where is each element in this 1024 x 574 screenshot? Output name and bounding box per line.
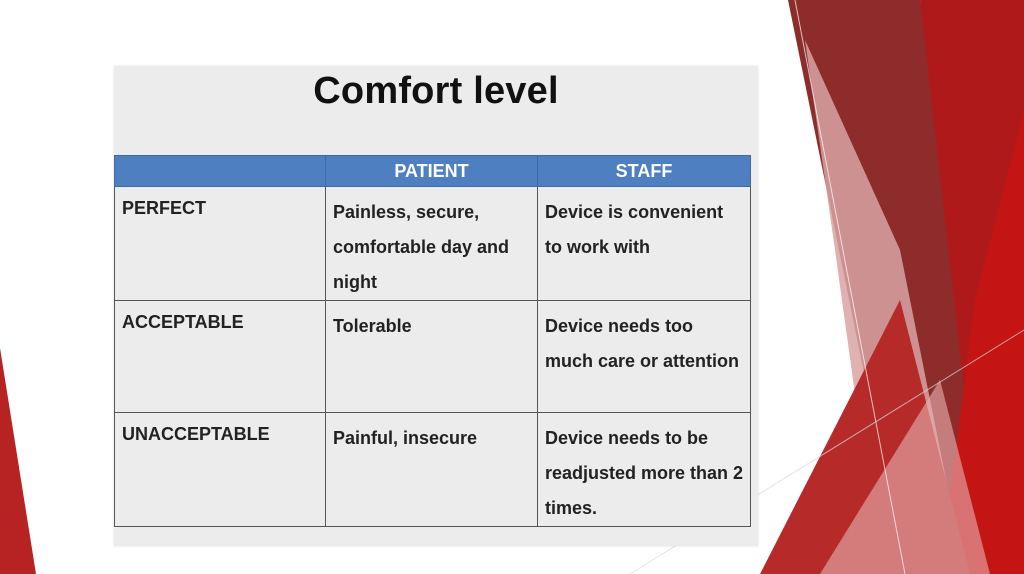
staff-cell: Device needs to be readjusted more than 2 times.: [538, 413, 751, 527]
header-staff: STAFF: [538, 156, 751, 187]
left-facet: [0, 348, 36, 574]
content-card: [114, 66, 758, 546]
header-patient: PATIENT: [326, 156, 538, 187]
table-row: [115, 187, 751, 301]
patient-cell: Tolerable: [326, 301, 538, 413]
staff-cell: Device is convenient to work with: [538, 187, 751, 301]
table-row: [115, 301, 751, 413]
comfort-table: [114, 155, 751, 527]
staff-cell: Device needs too much care or attention: [538, 301, 751, 413]
level-perfect: PERFECT: [115, 187, 326, 301]
table-header-row: [115, 156, 751, 187]
slide-title: Comfort level: [313, 70, 559, 112]
patient-cell: Painful, insecure: [326, 413, 538, 527]
level-acceptable: ACCEPTABLE: [115, 301, 326, 413]
table-row: [115, 413, 751, 527]
header-empty: [115, 156, 326, 187]
level-unacceptable: UNACCEPTABLE: [115, 413, 326, 527]
patient-cell: Painless, secure, comfortable day and night: [326, 187, 538, 301]
